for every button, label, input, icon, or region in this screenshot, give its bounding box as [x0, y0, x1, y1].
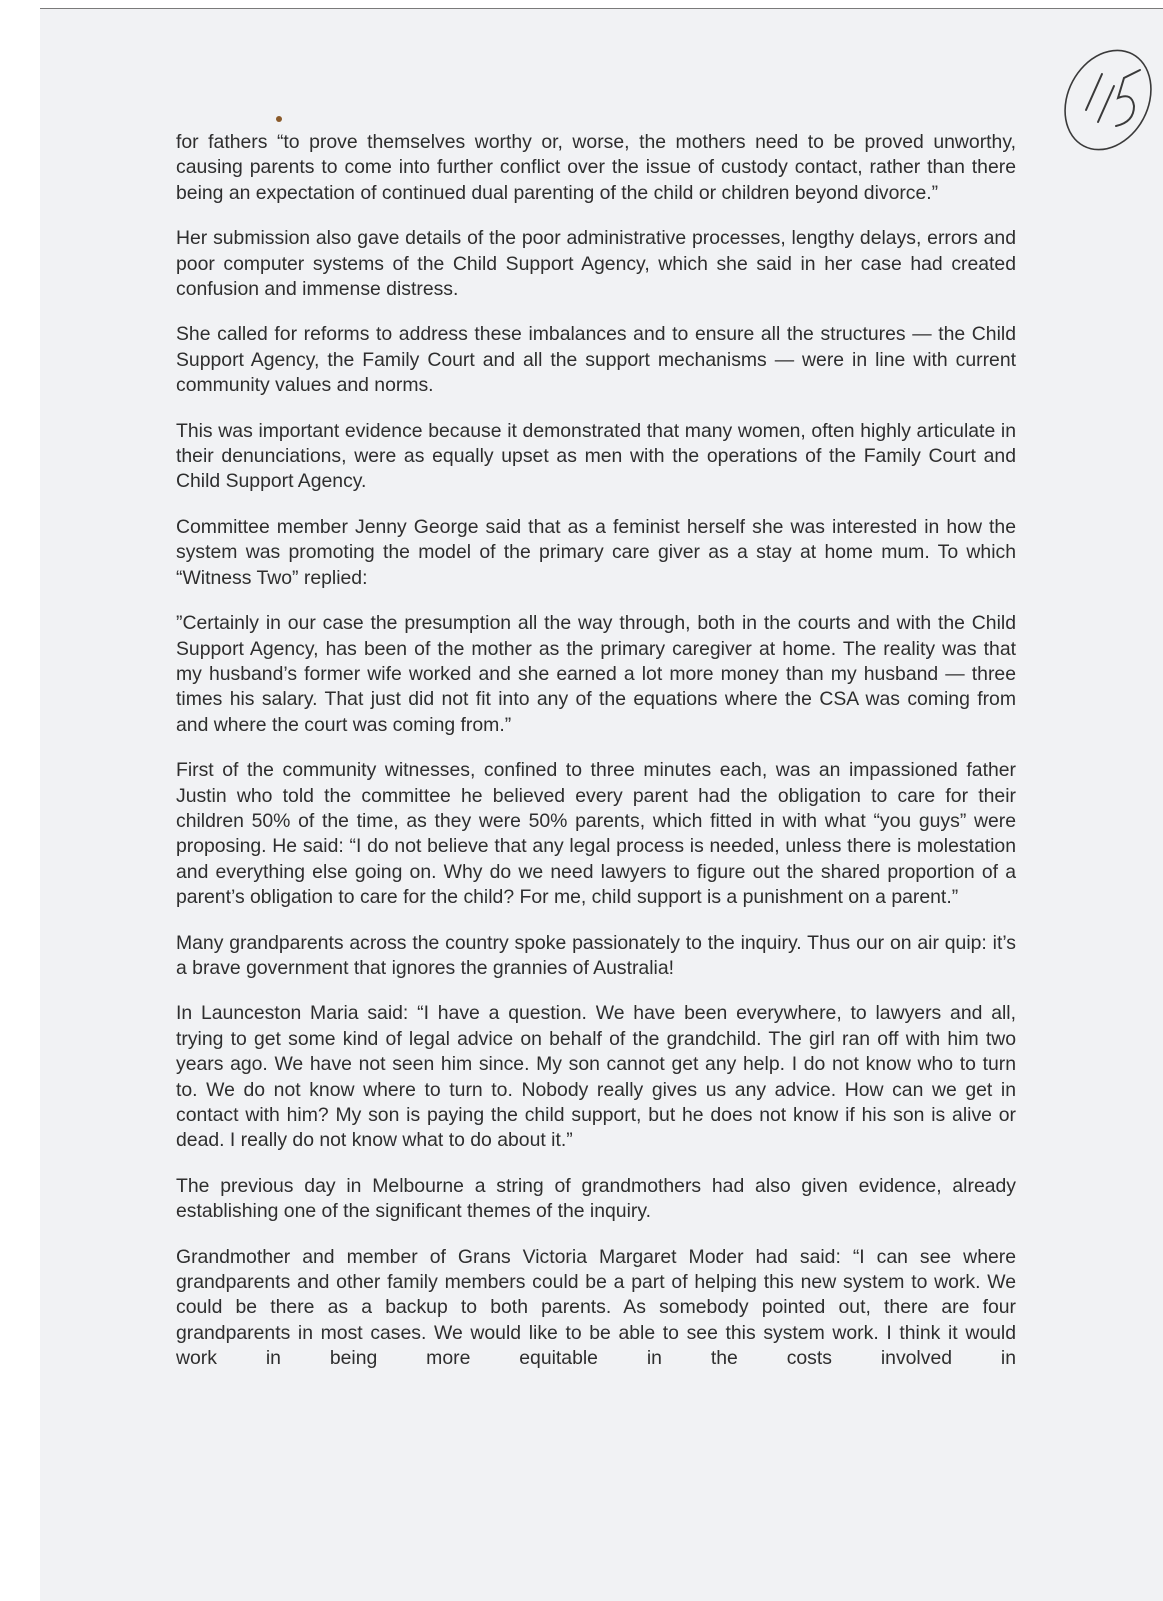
scan-speck: [276, 116, 282, 122]
paragraph-9: In Launceston Maria said: “I have a question. We have been everywhere, to lawyers and all, trying to get some kind of legal advice on behalf of the grandchild. The girl ran off with him two years ago. We have not seen him since. My son cannot get any help. I do not know who to turn to. We do not know where to turn to. Nobody really gives us any advice. How can we get in contact with him? My son is paying the child support, but he does not know if his son is alive or dead. I really do not know what to do about it.”: [176, 1002, 1016, 1152]
paragraph-10: The previous day in Melbourne a string of grandmothers had also given evidence, already establishing one of the significant themes of the inquiry.: [176, 1174, 1016, 1223]
paragraph-11: Grandmother and member of Grans Victoria Margaret Moder had said: “I can see where grandparents and other family members could be a part of helping this new system to work. We could be there as a backup to both parents. As somebody pointed out, there are four grandparents in most cases. We would like to be able to see this system work. I think it would work in being more equitable in the costs involved in: [176, 1245, 1016, 1370]
paragraph-6: ”Certainly in our case the presumption all the way through, both in the courts and with the Child Support Agency, has been of the mother as the primary caregiver at home. The reality was that my husband’s former wife worked and she earned a lot more money than my husband — three times his salary. That just did not fit into any of the equations where the CSA was coming from and where the court was coming from.”: [176, 612, 1016, 736]
paragraph-3: She called for reforms to address these imbalances and to ensure all the structures — the Child Support Agency, the Family Court and all the support mechanisms — were in line with current community values and norms.: [176, 323, 1016, 397]
paragraph-2: Her submission also gave details of the poor administrative processes, lengthy delays, errors and poor computer systems of the Child Support Agency, which she said in her case had created confusion and immense distress.: [176, 227, 1016, 301]
paragraph-1: for fathers “to prove themselves worthy or, worse, the mothers need to be proved unworthy, causing parents to come into further conflict over the issue of custody contact, rather than there being an expectation of continued dual parenting of the child or children beyond divorce.”: [176, 131, 1016, 204]
scan-margin: [0, 0, 40, 1600]
body-text: [176, 130, 1016, 1392]
paragraph-7: First of the community witnesses, confined to three minutes each, was an impassioned father Justin who told the committee he believed every parent had the obligation to care for their children 50% of the time, as they were 50% parents, which fitted in with what “you guys” were proposing. He said: “I do not believe that any legal process is needed, unless there is molestation and everything else going on. Why do we need lawyers to figure out the shared proportion of a parent’s obligation to care for the child? For me, child support is a punishment on a parent.”: [176, 759, 1016, 909]
paragraph-8: Many grandparents across the country spoke passionately to the inquiry. Thus our on air quip: it’s a brave government that ignores the grannies of Australia!: [176, 931, 1016, 979]
paragraph-5: Committee member Jenny George said that as a feminist herself she was interested in how the system was promoting the model of the primary care giver as a stay at home mum. To which “Witness Two” replied:: [176, 515, 1016, 589]
handwritten-page-number: [1058, 40, 1158, 160]
paragraph-4: This was important evidence because it demonstrated that many women, often highly articulate in their denunciations, were as equally upset as men with the operations of the Family Court and Child Support Agency.: [176, 419, 1016, 493]
circled-number-icon: [1058, 40, 1158, 160]
